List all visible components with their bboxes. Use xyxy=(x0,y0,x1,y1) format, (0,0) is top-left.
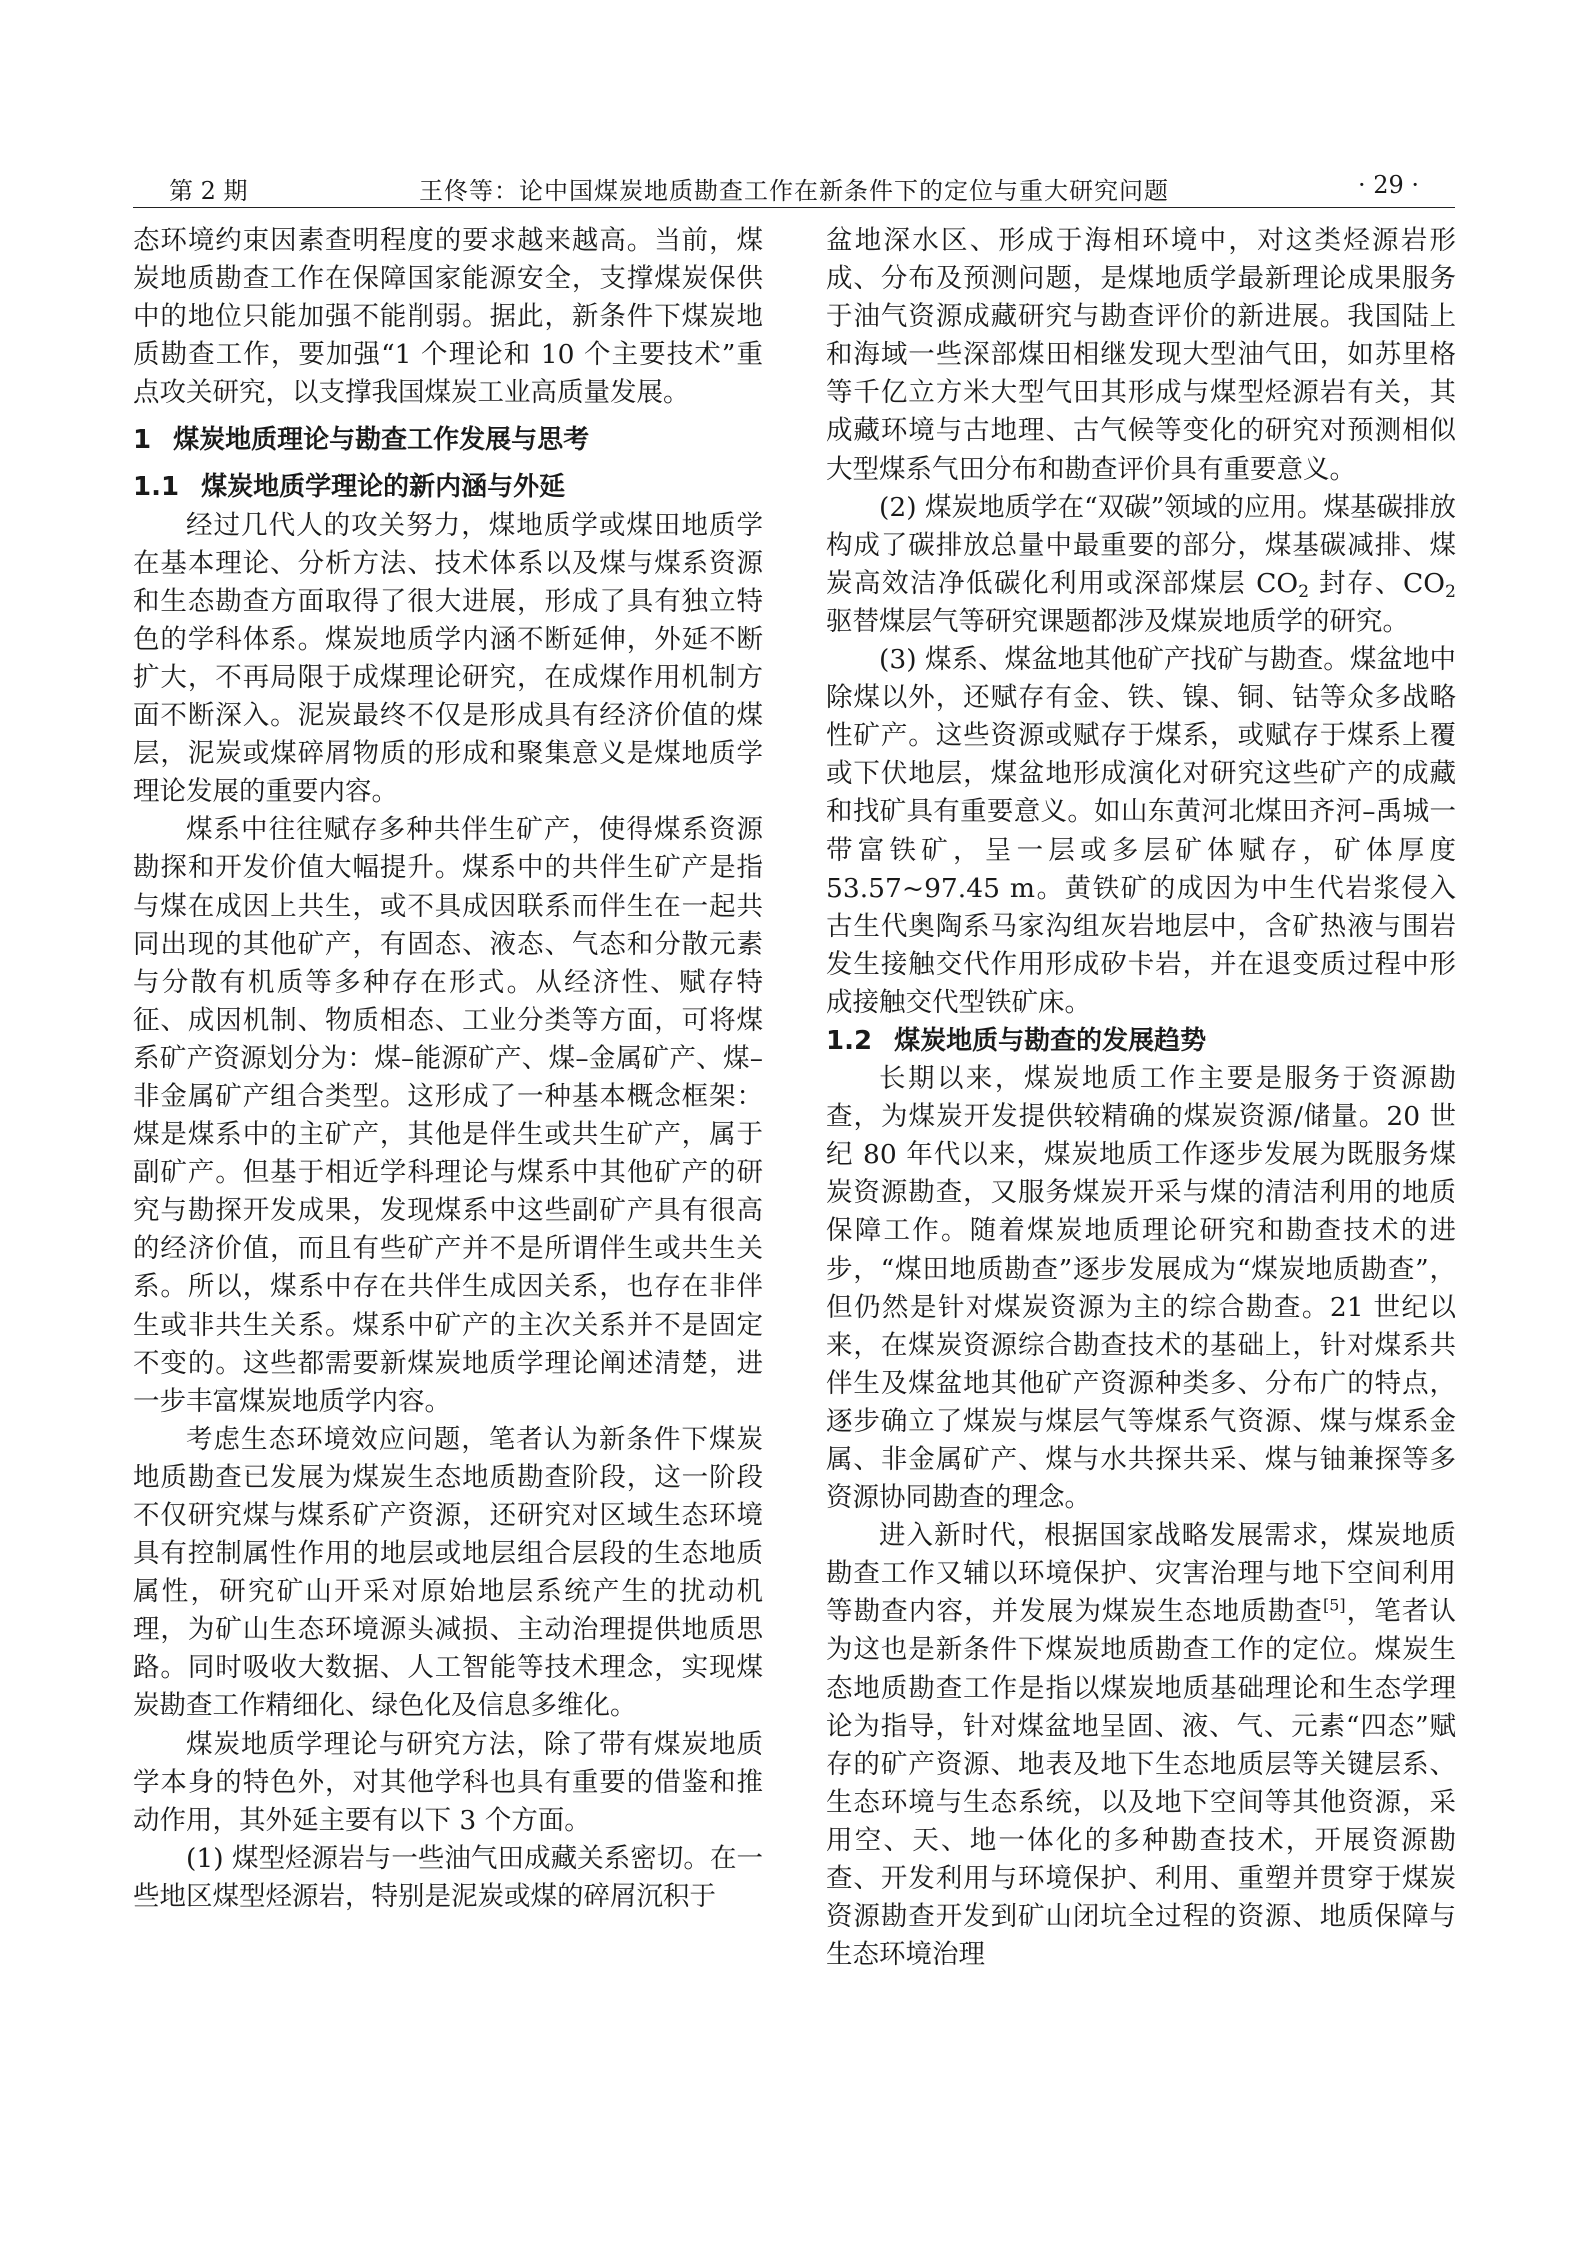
left-column xyxy=(133,222,763,1916)
paragraph: (1) 煤型烃源岩与一些油气田成藏关系密切。在一些地区煤型烃源岩，特别是泥炭或煤的碎屑沉积于 xyxy=(133,1842,763,1912)
text-run: 驱替煤层气等研究课题都涉及煤炭地质学的研究。 xyxy=(826,605,1409,637)
paragraph-continued: 盆地深水区、形成于海相环境中，对这类烃源岩形成、分布及预测问题，是煤地质学最新理论成果服务于油气资源成藏研究与勘查评价的新进展。我国陆上和海域一些深部煤田相继发现大型油气田，如苏里格等千亿立方米大型气田其形成与煤型烃源岩有关，其成藏环境与古地理、古气候等变化的研究对预测相似大型煤系气田分布和勘查评价具有重要意义。 xyxy=(826,225,1456,485)
text-run: 进入新时代，根据国家战略发展需求，煤炭地质勘查工作又辅以环境保护、灾害治理与地下空间利用等勘查内容，并发展为煤炭生态地质勘查 xyxy=(826,1520,1456,1628)
paragraph: (3) 煤系、煤盆地其他矿产找矿与勘查。煤盆地中除煤以外，还赋存有金、铁、镍、铜、钴等众多战略性矿产。这些资源或赋存于煤系，或赋存于煤系上覆或下伏地层，煤盆地形成演化对研究这些矿产的成藏和找矿具有重要意义。如山东黄河北煤田齐河–禹城一带富铁矿，呈一层或多层矿体赋存，矿体厚度 53.57~97.45 m。黄铁矿的成因为中生代岩浆侵入古生代奥陶系马家沟组灰岩地层中，含矿热液与围岩发生接触交代作用形成矽卡岩，并在退变质过程中形成接触交代型铁矿床。 xyxy=(826,644,1456,1018)
section-heading-1-1 xyxy=(133,468,763,506)
right-column xyxy=(826,222,1456,1974)
text-run: ，笔者认为这也是新条件下煤炭地质勘查工作的定位。煤炭生态地质勘查工作是指以煤炭地质基础理论和生态学理论为指导，针对煤盆地呈固、液、气、元素“四态”赋存的矿产资源、地表及地下生态地质层等关键层系、生态环境与生态系统，以及地下空间等其他资源，采用空、天、地一体化的多种勘查技术，开展资源勘查、开发利用与环境保护、利用、重塑并贯穿于煤炭资源勘查开发到矿山闭坑全过程的资源、地质保障与生态环境治理 xyxy=(826,1596,1457,1971)
paragraph: 经过几代人的攻关努力，煤地质学或煤田地质学在基本理论、分析方法、技术体系以及煤与煤系资源和生态勘查方面取得了很大进展，形成了具有独立特色的学科体系。煤炭地质学内涵不断延伸，外延不断扩大，不再局限于成煤理论研究，在成煤作用机制方面不断深入。泥炭最终不仅是形成具有经济价值的煤层，泥炭或煤碎屑物质的形成和聚集意义是煤地质学理论发展的重要内容。 xyxy=(133,509,763,808)
subsection-number: 1.2 xyxy=(826,1025,873,1056)
subscript: 2 xyxy=(1298,582,1310,602)
subscript: 2 xyxy=(1445,582,1456,602)
subsection-number: 1.1 xyxy=(133,472,180,503)
running-header xyxy=(133,163,1455,208)
running-title: 王佟等：论中国煤炭地质勘查工作在新条件下的定位与重大研究问题 xyxy=(419,177,1169,205)
issue-number: 第 2 期 xyxy=(169,177,248,205)
section-title: 煤炭地质理论与勘查工作发展与思考 xyxy=(173,425,590,456)
paragraph: 煤系中往往赋存多种共伴生矿产，使得煤系资源勘探和开发价值大幅提升。煤系中的共伴生矿产是指与煤在成因上共生，或不具成因联系而伴生在一起共同出现的其他矿产，有固态、液态、气态和分散元素与分散有机质等多种存在形式。从经济性、赋存特征、成因机制、物质相态、工业分类等方面，可将煤系矿产资源划分为：煤–能源矿产、煤–金属矿产、煤–非金属矿产组合类型。这形成了一种基本概念框架：煤是煤系中的主矿产，其他是伴生或共生矿产，属于副矿产。但基于相近学科理论与煤系中其他矿产的研究与勘探开发成果，发现煤系中这些副矿产具有很高的经济价值，而且有些矿产并不是所谓伴生或共生关系。所以，煤系中存在共伴生成因关系，也存在非伴生或非共生关系。煤系中矿产的主次关系并不是固定不变的。这些都需要新煤炭地质学理论阐述清楚，进一步丰富煤炭地质学内容。 xyxy=(133,814,763,1417)
text-run: 封存、CO xyxy=(1309,567,1446,599)
section-heading-1 xyxy=(133,421,763,459)
subsection-title: 煤炭地质学理论的新内涵与外延 xyxy=(201,472,566,503)
paragraph xyxy=(826,489,1456,641)
section-heading-1-2 xyxy=(826,1022,1456,1060)
paragraph xyxy=(826,1517,1456,1974)
page-number: · 29 · xyxy=(1357,171,1419,199)
paragraph: 煤炭地质学理论与研究方法，除了带有煤炭地质学本身的特色外，对其他学科也具有重要的借鉴和推动作用，其外延主要有以下 3 个方面。 xyxy=(133,1728,763,1836)
section-number: 1 xyxy=(133,425,152,456)
paragraph: 考虑生态环境效应问题，笔者认为新条件下煤炭地质勘查已发展为煤炭生态地质勘查阶段，这一阶段不仅研究煤与煤系矿产资源，还研究对区域生态环境具有控制属性作用的地层或地层组合层段的生态地质属性，研究矿山开采对原始地层系统产生的扰动机理，为矿山生态环境源头减损、主动治理提供地质思路。同时吸收大数据、人工智能等技术理念，实现煤炭勘查工作精细化、绿色化及信息多维化。 xyxy=(133,1423,763,1722)
subsection-title: 煤炭地质与勘查的发展趋势 xyxy=(894,1025,1207,1056)
text-run: (2) 煤炭地质学在“双碳”领域的应用。煤基碳排放构成了碳排放总量中最重要的部分，煤基碳减排、煤炭高效洁净低碳化利用或深部煤层 CO xyxy=(826,491,1456,599)
paragraph-continued: 态环境约束因素查明程度的要求越来越高。当前，煤炭地质勘查工作在保障国家能源安全，支撑煤炭保供中的地位只能加强不能削弱。据此，新条件下煤炭地质勘查工作，要加强“1 个理论和 10 个主要技术”重点攻关研究，以支撑我国煤炭工业高质量发展。 xyxy=(133,225,763,409)
citation-reference[interactable]: [5] xyxy=(1323,1595,1346,1615)
paragraph: 长期以来，煤炭地质工作主要是服务于资源勘查，为煤炭开发提供较精确的煤炭资源/储量。20 世纪 80 年代以来，煤炭地质工作逐步发展为既服务煤炭资源勘查，又服务煤炭开采与煤的清洁利用的地质保障工作。随着煤炭地质理论研究和勘查技术的进步，“煤田地质勘查”逐步发展成为“煤炭地质勘查”，但仍然是针对煤炭资源为主的综合勘查。21 世纪以来，在煤炭资源综合勘查技术的基础上，针对煤系共伴生及煤盆地其他矿产资源种类多、分布广的特点，逐步确立了煤炭与煤层气等煤系气资源、煤与煤系金属、非金属矿产、煤与水共探共采、煤与铀兼探等多资源协同勘查的理念。 xyxy=(826,1063,1456,1514)
